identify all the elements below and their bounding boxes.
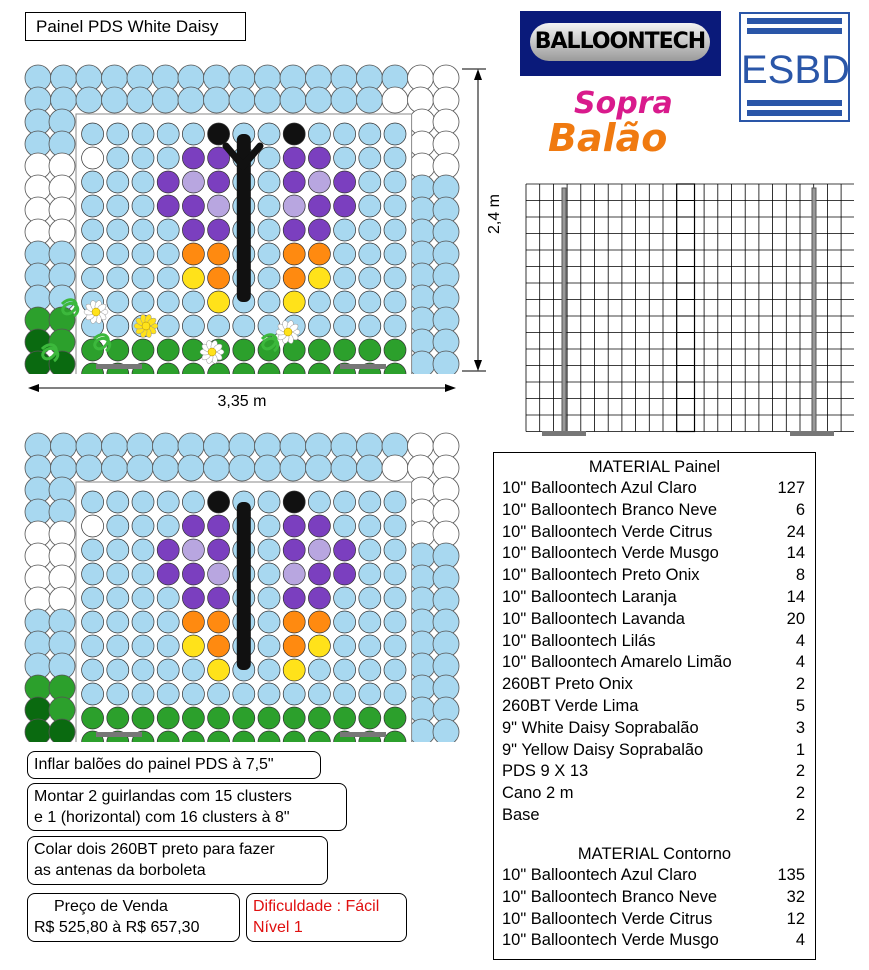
balloontech-logo: BALLOONTECH — [520, 11, 721, 76]
panel-balloon — [182, 683, 204, 705]
panel-balloon — [283, 659, 305, 681]
material-row — [502, 673, 805, 695]
material-row — [502, 564, 805, 586]
panel-balloon — [258, 611, 280, 633]
material-qty: 12 — [786, 909, 805, 928]
panel-balloon — [334, 515, 356, 537]
panel-balloon — [157, 635, 179, 657]
border-balloon — [357, 455, 383, 481]
panel-balloon — [334, 683, 356, 705]
panel-balloon — [258, 539, 280, 561]
border-balloon — [76, 455, 102, 481]
panel-balloon — [308, 491, 330, 513]
material-row — [502, 651, 805, 673]
panel-balloon — [384, 683, 406, 705]
panel-balloon — [384, 491, 406, 513]
material-row — [502, 929, 805, 951]
border-balloon — [204, 455, 230, 481]
panel-balloon — [107, 635, 129, 657]
panel-balloon — [208, 707, 230, 729]
panel-balloon — [359, 635, 381, 657]
panel-balloon — [258, 683, 280, 705]
panel-balloon — [82, 491, 104, 513]
panel-balloon — [359, 611, 381, 633]
panel-balloon — [107, 611, 129, 633]
panel-balloon — [182, 659, 204, 681]
panel-balloon — [208, 611, 230, 633]
panel-balloon — [359, 491, 381, 513]
panel-balloon — [359, 539, 381, 561]
panel-balloon — [132, 707, 154, 729]
border-balloon — [127, 455, 153, 481]
panel-balloon — [258, 659, 280, 681]
panel-balloon — [359, 659, 381, 681]
material-qty: 4 — [795, 631, 805, 650]
price-box: Preço de Venda R$ 525,80 à R$ 657,30 — [27, 893, 240, 942]
border-balloon — [102, 455, 128, 481]
material-row — [502, 695, 805, 717]
panel-balloon — [182, 563, 204, 585]
material-row — [502, 760, 805, 782]
material-row — [502, 908, 805, 930]
material-name: 10" Balloontech Azul Claro — [502, 479, 697, 497]
panel-balloon — [157, 683, 179, 705]
panel-balloon — [359, 587, 381, 609]
panel-balloon — [283, 635, 305, 657]
panel-balloon — [208, 587, 230, 609]
panel-balloon — [283, 707, 305, 729]
materials-table — [493, 452, 816, 960]
panel-balloon — [359, 563, 381, 585]
panel-balloon — [308, 611, 330, 633]
panel-balloon — [132, 539, 154, 561]
material-row — [502, 499, 805, 521]
material-row — [502, 886, 805, 908]
stand-base — [340, 732, 386, 737]
panel-balloon — [359, 707, 381, 729]
material-name: 10" Balloontech Laranja — [502, 588, 677, 606]
panel-balloon — [208, 659, 230, 681]
panel-balloon — [308, 659, 330, 681]
panel-balloon — [107, 707, 129, 729]
panel-balloon — [182, 539, 204, 561]
center-column — [677, 184, 695, 432]
material-row — [502, 477, 805, 499]
panel-balloon — [107, 587, 129, 609]
materials-contorno-header: MATERIAL Contorno — [577, 845, 732, 863]
panel-balloon — [359, 683, 381, 705]
material-name: 10" Balloontech Verde Citrus — [502, 522, 713, 541]
panel-balloon — [283, 491, 305, 513]
panel-balloon — [308, 563, 330, 585]
panel-balloon — [107, 515, 129, 537]
material-qty: 3 — [795, 718, 805, 737]
panel-balloon — [359, 515, 381, 537]
material-name: 10" Balloontech Verde Musgo — [502, 544, 719, 563]
border-balloon — [382, 455, 408, 481]
materials-painel-header: MATERIAL Painel — [588, 458, 721, 476]
page-title: Painel PDS White Daisy — [36, 17, 219, 36]
material-name: 9" White Daisy Soprabalão — [502, 718, 699, 737]
material-name: Cano 2 m — [502, 784, 574, 803]
panel-balloon — [157, 515, 179, 537]
panel-balloon — [157, 707, 179, 729]
material-qty: 135 — [777, 866, 805, 884]
material-name: 10" Balloontech Branco Neve — [502, 500, 717, 519]
border-balloon — [433, 719, 459, 742]
material-name: Base — [502, 806, 540, 824]
panel-balloon — [334, 611, 356, 633]
material-name: 10" Balloontech Lavanda — [502, 609, 685, 628]
panel-balloon — [334, 659, 356, 681]
border-balloon — [306, 455, 332, 481]
panel-balloon — [384, 659, 406, 681]
panel-balloon — [208, 635, 230, 657]
panel-balloon — [107, 563, 129, 585]
panel-balloon — [82, 707, 104, 729]
material-name: 10" Balloontech Verde Musgo — [502, 931, 719, 950]
panel-balloon — [208, 491, 230, 513]
material-qty: 24 — [786, 522, 805, 541]
panel-balloon — [208, 563, 230, 585]
panel-balloon-layout — [24, 432, 460, 742]
pole — [812, 188, 816, 432]
esbd-logo: ESBD — [739, 12, 850, 122]
material-qty: 2 — [795, 675, 805, 694]
panel-balloon — [157, 611, 179, 633]
panel-balloon — [334, 707, 356, 729]
panel-balloon — [384, 587, 406, 609]
material-qty: 6 — [795, 500, 805, 519]
stand-base — [790, 431, 834, 436]
material-qty: 127 — [777, 479, 805, 497]
panel-balloon — [384, 635, 406, 657]
panel-balloon — [258, 635, 280, 657]
soprabalao-logo: Sopra Balão — [548, 86, 673, 160]
material-qty: 8 — [795, 566, 805, 585]
material-name: PDS 9 X 13 — [502, 762, 589, 781]
panel-balloon — [233, 683, 255, 705]
material-qty: 1 — [795, 740, 805, 759]
panel-balloon — [283, 539, 305, 561]
panel-balloon — [308, 515, 330, 537]
material-row — [502, 586, 805, 608]
panel-balloon — [82, 563, 104, 585]
material-name: 260BT Preto Onix — [502, 675, 633, 694]
frame-grid-diagram — [524, 182, 854, 438]
panel-balloon — [384, 611, 406, 633]
instruction-glue: Colar dois 260BT preto para fazer as antenas da borboleta — [27, 836, 328, 885]
panel-balloon — [308, 683, 330, 705]
difficulty-box: Dificuldade : Fácil Nível 1 — [246, 893, 407, 942]
panel-balloon — [132, 515, 154, 537]
material-row — [502, 782, 805, 804]
panel-balloon — [283, 587, 305, 609]
panel-balloon — [233, 707, 255, 729]
panel-balloon — [82, 539, 104, 561]
instruction-inflate: Inflar balões do painel PDS à 7,5" — [27, 751, 321, 779]
panel-balloon — [132, 587, 154, 609]
stand-base — [96, 732, 142, 737]
material-qty: 2 — [795, 806, 805, 824]
material-row — [502, 739, 805, 761]
material-qty: 5 — [795, 697, 805, 715]
panel-balloon — [384, 707, 406, 729]
material-row — [502, 542, 805, 564]
panel-balloon — [182, 707, 204, 729]
panel-balloon — [308, 539, 330, 561]
material-name: 10" Balloontech Lilás — [502, 631, 656, 650]
border-balloon — [178, 455, 204, 481]
panel-balloon — [182, 491, 204, 513]
panel-balloon — [157, 491, 179, 513]
panel-balloon — [132, 491, 154, 513]
material-row — [502, 717, 805, 739]
panel-balloon — [132, 611, 154, 633]
panel-balloon — [82, 587, 104, 609]
panel-balloon — [157, 587, 179, 609]
panel-balloon — [334, 539, 356, 561]
material-row — [502, 804, 805, 826]
panel-balloon — [132, 659, 154, 681]
material-name: 260BT Verde Lima — [502, 697, 639, 715]
material-qty: 2 — [795, 762, 805, 781]
panel-balloon — [208, 683, 230, 705]
material-name: 10" Balloontech Amarelo Limão — [502, 653, 732, 672]
panel-balloon — [384, 539, 406, 561]
instruction-garland: Montar 2 guirlandas com 15 clusters e 1 (horizontal) com 16 clusters à 8" — [27, 783, 347, 831]
panel-balloon — [334, 587, 356, 609]
panel-balloon — [334, 491, 356, 513]
material-qty: 4 — [795, 931, 805, 950]
panel-balloon — [334, 635, 356, 657]
material-row — [502, 521, 805, 543]
panel-balloon — [384, 563, 406, 585]
panel-balloon — [107, 539, 129, 561]
panel-balloon — [82, 659, 104, 681]
panel-balloon — [107, 491, 129, 513]
panel-balloon — [157, 563, 179, 585]
panel-balloon — [157, 539, 179, 561]
border-balloon — [409, 719, 435, 742]
panel-balloon — [308, 635, 330, 657]
panel-balloon — [208, 539, 230, 561]
panel-balloon — [283, 515, 305, 537]
panel-balloon — [132, 683, 154, 705]
material-name: 10" Balloontech Preto Onix — [502, 566, 700, 585]
panel-balloon — [308, 587, 330, 609]
border-balloon — [229, 455, 255, 481]
border-balloon — [25, 719, 51, 742]
material-row — [502, 630, 805, 652]
panel-balloon — [182, 635, 204, 657]
border-balloon — [255, 455, 281, 481]
panel-balloon — [157, 659, 179, 681]
border-balloon — [280, 455, 306, 481]
panel-balloon — [384, 515, 406, 537]
material-name: 10" Balloontech Verde Citrus — [502, 909, 713, 928]
panel-balloon — [82, 635, 104, 657]
panel-balloon — [182, 611, 204, 633]
panel-balloon — [258, 707, 280, 729]
panel-balloon — [82, 683, 104, 705]
material-row — [502, 608, 805, 630]
material-name: 10" Balloontech Azul Claro — [502, 866, 697, 884]
panel-balloon — [132, 635, 154, 657]
panel-balloon — [182, 587, 204, 609]
panel-balloon — [107, 659, 129, 681]
panel-balloon — [258, 491, 280, 513]
panel-balloon — [208, 515, 230, 537]
panel-balloon — [82, 515, 104, 537]
height-label: 2,4 m — [486, 194, 503, 235]
border-balloon — [49, 719, 75, 742]
material-qty: 14 — [786, 588, 805, 606]
panel-balloon — [258, 515, 280, 537]
material-name: 10" Balloontech Branco Neve — [502, 887, 717, 906]
panel-balloon — [107, 683, 129, 705]
width-label: 3,35 m — [217, 393, 267, 410]
stand-base — [542, 431, 586, 436]
border-balloon — [331, 455, 357, 481]
panel-balloon — [334, 563, 356, 585]
material-qty: 14 — [786, 544, 805, 563]
material-qty: 4 — [795, 653, 805, 672]
material-name: 9" Yellow Daisy Soprabalão — [502, 740, 704, 759]
panel-balloon — [283, 683, 305, 705]
panel-balloon — [82, 611, 104, 633]
panel-balloon — [258, 587, 280, 609]
material-qty: 32 — [786, 887, 805, 906]
panel-balloon — [182, 515, 204, 537]
panel-balloon — [308, 707, 330, 729]
panel-balloon — [283, 563, 305, 585]
butterfly-body — [237, 502, 251, 670]
panel-balloon — [283, 611, 305, 633]
panel-balloon — [258, 563, 280, 585]
material-qty: 2 — [795, 784, 805, 803]
border-balloon — [153, 455, 179, 481]
pole — [562, 188, 566, 432]
panel-balloon — [132, 563, 154, 585]
material-qty: 20 — [786, 609, 805, 628]
material-row — [502, 864, 805, 886]
